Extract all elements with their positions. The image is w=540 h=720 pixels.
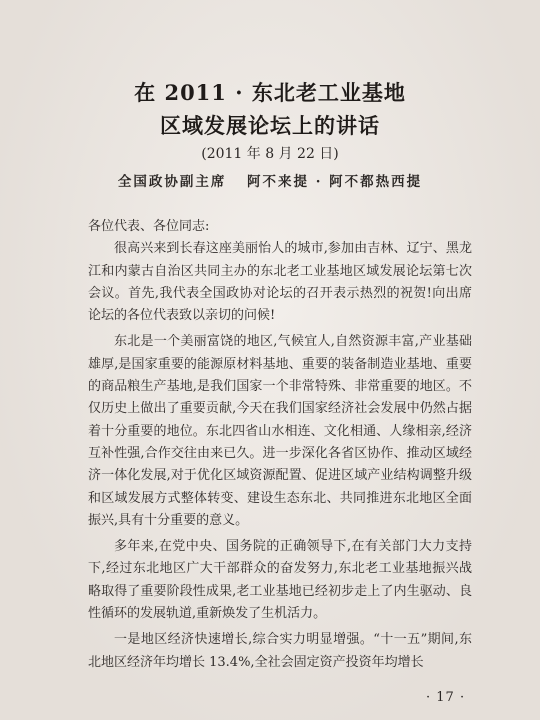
- speaker-byline: [0, 170, 540, 190]
- speech-date: (2011 年 8 月 22 日): [201, 146, 339, 162]
- paragraph: 一是地区经济快速增长,综合实力明显增强。“十一五”期间,东北地区经济年均增长 13.4%,全社会固定资产投资年均增长: [88, 632, 472, 670]
- salutation: 各位代表、各位同志:: [88, 219, 210, 234]
- paragraph: 多年来,在党中央、国务院的正确领导下,在有关部门大力支持下,经过东北地区广大干部群众的奋发努力,东北老工业基地振兴战略取得了重要阶段性成果,老工业基地已经初步走上了内生驱动、良性循环的发展轨道,重新焕发了生机活力。: [88, 539, 472, 622]
- speech-body: [88, 216, 472, 674]
- paragraph: 东北是一个美丽富饶的地区,气候宜人,自然资源丰富,产业基础雄厚,是国家重要的能源原材料基地、重要的装备制造业基地、重要的商品粮生产基地,是我们国家一个非常特殊、非常重要的地区。不仅历史上做出了重要贡献,今天在我们国家经济社会发展中仍然占据着十分重要的地位。东北四省山水相连、文化相通、人缘相亲,经济互补性强,合作交往由来已久。进一步深化各省区协作、推动区域经济一体化发展,对于优化区域资源配置、促进区域产业结构调整升级和区域发展方式整体转变、建设生态东北、共同推进东北地区全面振兴,具有十分重要的意义。: [88, 334, 472, 528]
- speech-title-line-1: 在 2011 · 东北老工业基地: [134, 80, 406, 105]
- paragraph: 很高兴来到长春这座美丽怡人的城市,参加由吉林、辽宁、黑龙江和内蒙古自治区共同主办的东北老工业基地区域发展论坛第七次会议。首先,我代表全国政协对论坛的召开表示热烈的祝贺!向出席论坛的各位代表致以亲切的问候!: [88, 241, 472, 324]
- speaker-name: 阿不来提 · 阿不都热西提: [247, 174, 423, 190]
- speech-title-line-2: 区域发展论坛上的讲话: [160, 113, 380, 138]
- speaker-title: 全国政协副主席: [117, 174, 227, 190]
- page-number: · 17 ·: [426, 690, 466, 705]
